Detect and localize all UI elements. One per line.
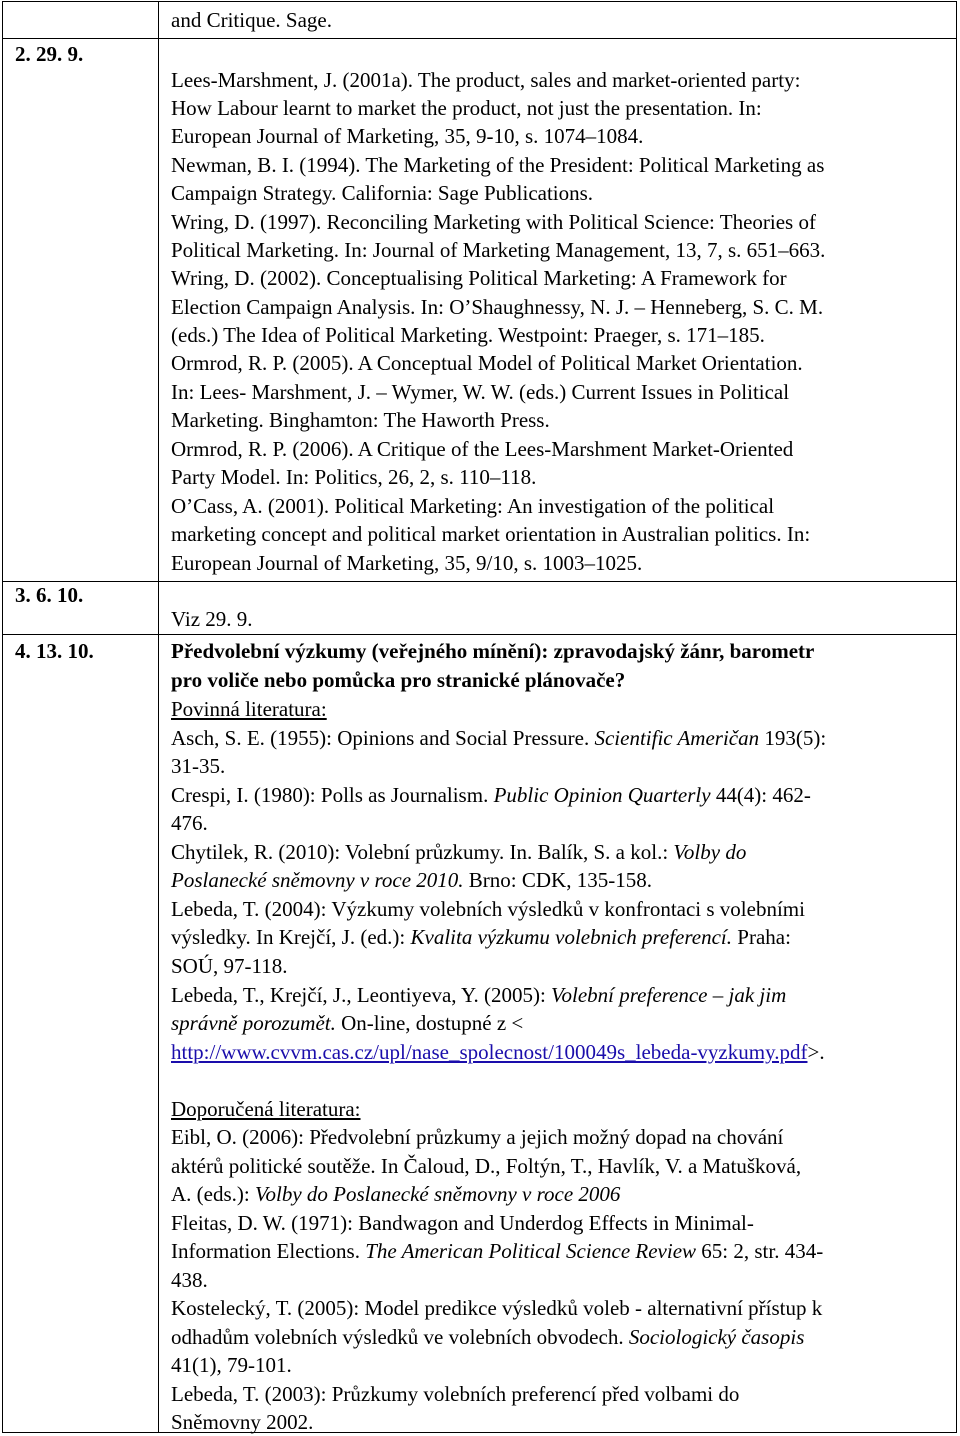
- row-divider: [3, 634, 956, 635]
- reference-line: Lebeda, T. (2003): Průzkumy volebních preferencí před volbami do: [171, 1382, 740, 1406]
- reference-line: European Journal of Marketing, 35, 9-10, s. 1074–1084.: [171, 124, 644, 148]
- reference-line: Newman, B. I. (1994). The Marketing of the President: Political Marketing as: [171, 153, 825, 177]
- reference-line: Lebeda, T. (2004): Výzkumy volebních výsledků v konfrontaci s volebními: [171, 897, 805, 921]
- reference-line: and Critique. Sage.: [171, 8, 332, 32]
- topic-title: pro voliče nebo pomůcka pro stranické plánovače?: [171, 668, 626, 692]
- column-divider: [158, 2, 159, 1432]
- pdf-link[interactable]: http://www.cvvm.cas.cz/upl/nase_spolecnost/100049s_lebeda-vyzkumy.pdf: [171, 1040, 808, 1064]
- reference-line: marketing concept and political market orientation in Australian politics. In:: [171, 522, 811, 546]
- reference-line: Party Model. In: Politics, 26, 2, s. 110–118.: [171, 465, 537, 489]
- reference-line: výsledky. In Krejčí, J. (ed.): Kvalita výzkumu volebnich preferencí. Praha:: [171, 925, 791, 949]
- reference-line: Crespi, I. (1980): Polls as Journalism. Public Opinion Quarterly 44(4): 462-: [171, 783, 811, 807]
- row-date: 3. 6. 10.: [15, 583, 84, 607]
- reference-line: Poslanecké sněmovny v roce 2010. Brno: CDK, 135-158.: [171, 868, 652, 892]
- reference-line: Fleitas, D. W. (1971): Bandwagon and Underdog Effects in Minimal-: [171, 1211, 754, 1235]
- reference-line: Information Elections. The American Political Science Review 65: 2, str. 434-: [171, 1239, 824, 1263]
- reference-line: odhadům volebních výsledků ve volebních obvodech. Sociologický časopis: [171, 1325, 805, 1349]
- reference-line: Lees-Marshment, J. (2001a). The product, sales and market-oriented party:: [171, 68, 801, 92]
- reference-line: 41(1), 79-101.: [171, 1353, 292, 1377]
- reference-line: Eibl, O. (2006): Předvolební průzkumy a jejich možný dopad na chování: [171, 1125, 784, 1149]
- reference-line: Sněmovny 2002.: [171, 1410, 314, 1434]
- reference-line: Chytilek, R. (2010): Volební průzkumy. In. Balík, S. a kol.: Volby do: [171, 840, 747, 864]
- reference-line: Ormrod, R. P. (2006). A Critique of the Lees-Marshment Market-Oriented: [171, 437, 794, 461]
- reference-line: A. (eds.): Volby do Poslanecké sněmovny v roce 2006: [171, 1182, 621, 1206]
- reference-line: aktérů politické soutěže. In Čaloud, D., Foltýn, T., Havlík, V. a Matušková,: [171, 1154, 802, 1178]
- reference-line: (eds.) The Idea of Political Marketing. Westpoint: Praeger, s. 171–185.: [171, 323, 765, 347]
- topic-title: Předvolební výzkumy (veřejného mínění): zpravodajský žánr, barometr: [171, 639, 815, 663]
- reference-line: O’Cass, A. (2001). Political Marketing: An investigation of the political: [171, 494, 775, 518]
- reference-line: SOÚ, 97-118.: [171, 954, 288, 978]
- recommended-reading-heading: Doporučená literatura:: [171, 1097, 361, 1121]
- required-reading-heading: Povinná literatura:: [171, 697, 327, 721]
- reference-line: 476.: [171, 811, 208, 835]
- reference-line: Marketing. Binghamton: The Haworth Press.: [171, 408, 550, 432]
- reference-line: http://www.cvvm.cas.cz/upl/nase_spolecnost/100049s_lebeda-vyzkumy.pdf>.: [171, 1040, 825, 1064]
- reference-line: Wring, D. (1997). Reconciling Marketing with Political Science: Theories of: [171, 210, 816, 234]
- reference-line: In: Lees- Marshment, J. – Wymer, W. W. (eds.) Current Issues in Political: [171, 380, 790, 404]
- reference-line: European Journal of Marketing, 35, 9/10, s. 1003–1025.: [171, 551, 643, 575]
- reference-line: Kostelecký, T. (2005): Model predikce výsledků voleb - alternativní přístup k: [171, 1296, 823, 1320]
- reference-line: Campaign Strategy. California: Sage Publications.: [171, 181, 594, 205]
- reference-line: 438.: [171, 1268, 208, 1292]
- reference-line: Election Campaign Analysis. In: O’Shaughnessy, N. J. – Henneberg, S. C. M.: [171, 295, 824, 319]
- row-date: 2. 29. 9.: [15, 42, 84, 66]
- reference-line: Wring, D. (2002). Conceptualising Political Marketing: A Framework for: [171, 266, 787, 290]
- row-divider: [3, 38, 956, 39]
- row-divider: [3, 581, 956, 582]
- syllabus-table: [2, 1, 957, 1433]
- reference-line: Viz 29. 9.: [171, 607, 253, 631]
- reference-line: 31-35.: [171, 754, 226, 778]
- row-date: 4. 13. 10.: [15, 639, 94, 663]
- reference-line: Ormrod, R. P. (2005). A Conceptual Model of Political Market Orientation.: [171, 351, 803, 375]
- reference-line: How Labour learnt to market the product, not just the presentation. In:: [171, 96, 762, 120]
- reference-line: Asch, S. E. (1955): Opinions and Social Pressure. Scientific Američan 193(5):: [171, 726, 827, 750]
- reference-line: správně porozumět. On-line, dostupné z <: [171, 1011, 524, 1035]
- reference-line: Lebeda, T., Krejčí, J., Leontiyeva, Y. (2005): Volební preference – jak jim: [171, 983, 787, 1007]
- reference-line: Political Marketing. In: Journal of Marketing Management, 13, 7, s. 651–663.: [171, 238, 826, 262]
